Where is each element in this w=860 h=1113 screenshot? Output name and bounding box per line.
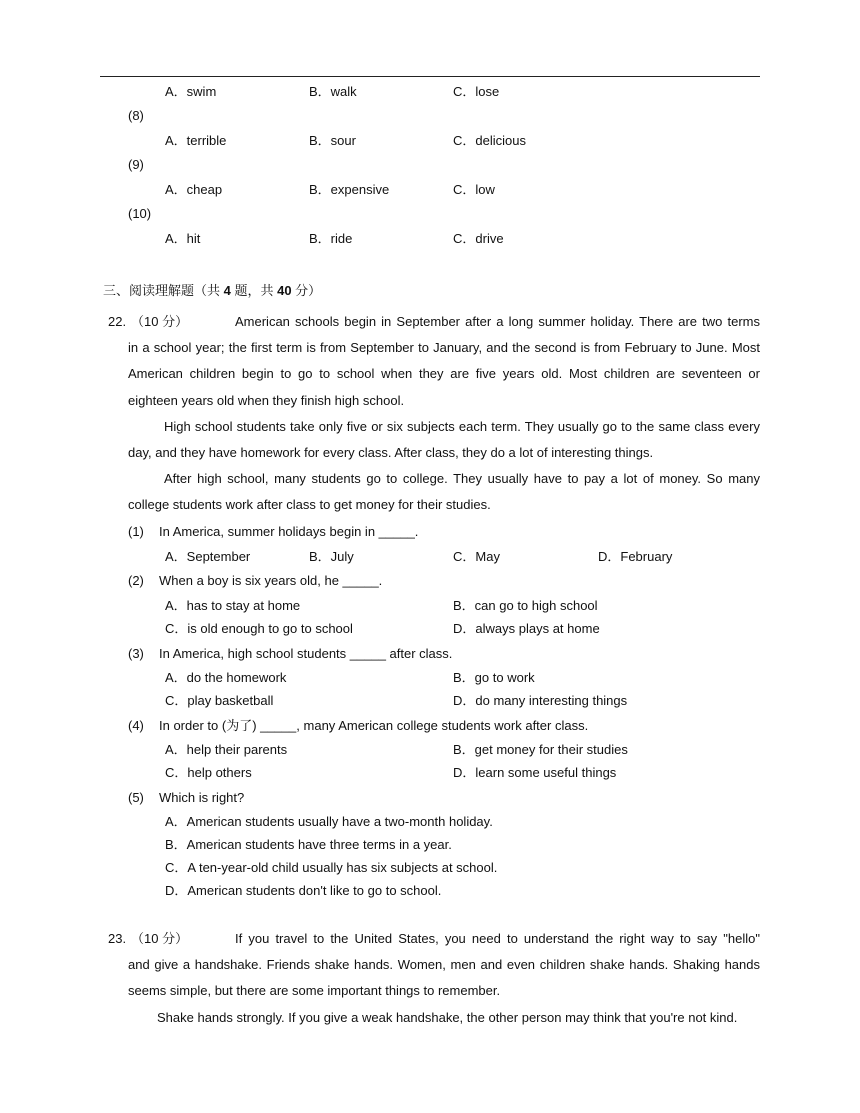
subquestion-stem: Which is right? xyxy=(159,790,245,805)
passage-paragraph: High school students take only five or six subjects each term. They usually go to the same class every day, and they have homework for every class. After class, they do a lot of interesting things. xyxy=(128,419,760,461)
option-b: B．expensive xyxy=(309,182,390,197)
option-b: B．walk xyxy=(309,84,357,99)
subquestion-stem: In America, summer holidays begin in _____. xyxy=(159,524,419,539)
subquestion-number: (2) xyxy=(128,573,144,588)
option-c: C．lose xyxy=(453,84,500,99)
option-a: A．cheap xyxy=(165,182,223,197)
question-number: (8) xyxy=(128,108,144,123)
option-a: A．help their parents xyxy=(165,742,288,757)
option-c: C．May xyxy=(453,549,500,564)
passage-paragraph: in a school year; the first term is from September to January, and the second is from February to June. Most American children begin to go to school when they are five years old. Most children are seventeen or eighteen years old when they finish high school. xyxy=(128,340,760,408)
subquestion-number: (3) xyxy=(128,646,144,661)
question-22-score: （10 分） xyxy=(131,314,189,329)
section-heading: 三、阅读理解题（共 4 题，共 40 分） xyxy=(103,283,322,298)
subquestion-stem: In America, high school students _____ after class. xyxy=(159,646,453,661)
option-b: B．go to work xyxy=(453,670,535,685)
option-d: D．learn some useful things xyxy=(453,765,617,780)
option-c: C．drive xyxy=(453,231,504,246)
option-a: A．September xyxy=(165,549,251,564)
passage-paragraph: and give a handshake. Friends shake hands. Women, men and even children shake hands. Shaking hands seems simple, but there are some important things to remember. xyxy=(128,957,760,999)
option-a: A．do the homework xyxy=(165,670,287,685)
question-23-score: （10 分） xyxy=(131,931,189,946)
option-c: C．A ten-year-old child usually has six subjects at school. xyxy=(165,860,498,875)
option-b: B．ride xyxy=(309,231,353,246)
option-b: B．American students have three terms in a year. xyxy=(165,837,452,852)
subquestion-number: (5) xyxy=(128,790,144,805)
option-d: D．do many interesting things xyxy=(453,693,628,708)
subquestion-number: (4) xyxy=(128,718,144,733)
option-b: B．can go to high school xyxy=(453,598,598,613)
subquestion-number: (1) xyxy=(128,524,144,539)
option-c: C．low xyxy=(453,182,495,197)
option-c: C．play basketball xyxy=(165,693,274,708)
passage-paragraph: Shake hands strongly. If you give a weak handshake, the other person may think that you're not kind. xyxy=(157,1010,738,1025)
header-rule xyxy=(100,76,760,77)
question-number: (10) xyxy=(128,206,152,221)
question-number: (9) xyxy=(128,157,144,172)
option-c: C．is old enough to go to school xyxy=(165,621,353,636)
option-b: B．July xyxy=(309,549,354,564)
passage-first-line: American schools begin in September after a long summer holiday. There are two terms xyxy=(235,314,760,329)
option-b: B．get money for their studies xyxy=(453,742,628,757)
question-22-number: 22. xyxy=(108,314,127,329)
option-b: B．sour xyxy=(309,133,356,148)
option-d: D．American students don't like to go to school. xyxy=(165,883,442,898)
option-a: A．American students usually have a two-month holiday. xyxy=(165,814,493,829)
option-d: D．always plays at home xyxy=(453,621,600,636)
passage-first-line: If you travel to the United States, you need to understand the right way to say "hello" xyxy=(235,931,760,946)
option-d: D．February xyxy=(598,549,673,564)
question-23-number: 23. xyxy=(108,931,127,946)
subquestion-stem: When a boy is six years old, he _____. xyxy=(159,573,383,588)
passage-paragraph: After high school, many students go to college. They usually have to pay a lot of money. So many college students work after class to get money for their studies. xyxy=(128,471,760,513)
subquestion-stem: In order to (为了) _____, many American college students work after class. xyxy=(159,718,589,733)
option-a: A．terrible xyxy=(165,133,227,148)
option-a: A．swim xyxy=(165,84,217,99)
option-c: C．help others xyxy=(165,765,252,780)
option-a: A．hit xyxy=(165,231,201,246)
option-c: C．delicious xyxy=(453,133,526,148)
option-a: A．has to stay at home xyxy=(165,598,301,613)
